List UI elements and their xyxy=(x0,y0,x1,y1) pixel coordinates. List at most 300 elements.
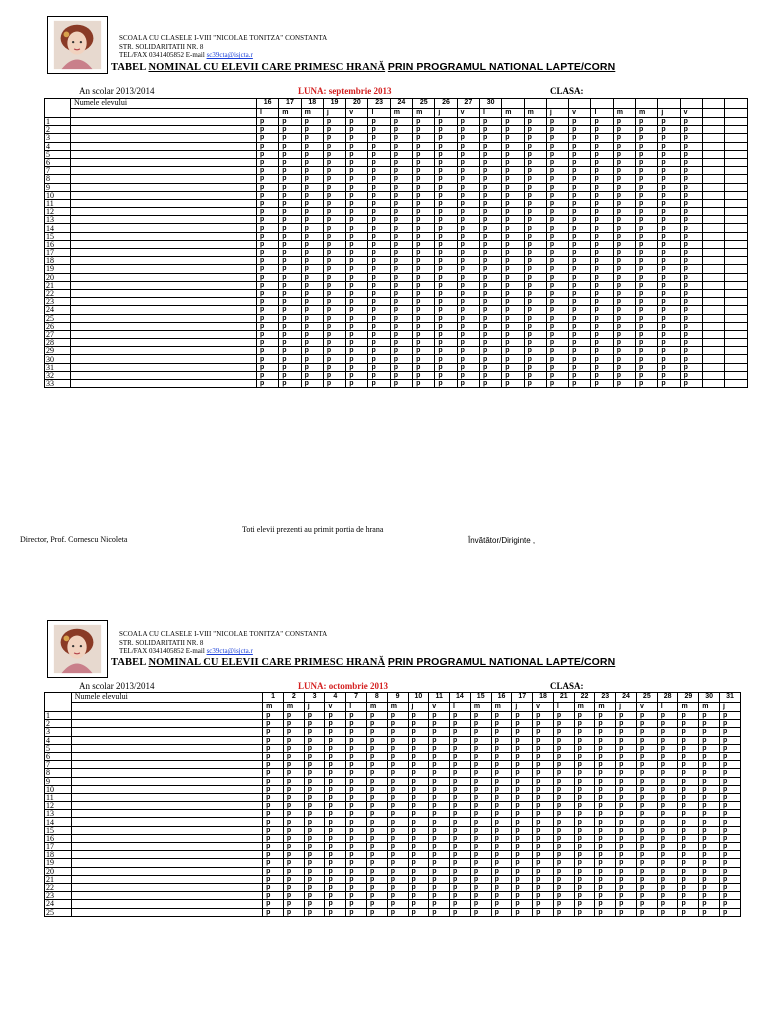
attendance-mark: p xyxy=(366,712,387,720)
student-name-cell xyxy=(71,142,257,150)
row-number: 28 xyxy=(45,339,71,347)
attendance-mark: p xyxy=(346,802,367,810)
attendance-mark: p xyxy=(574,818,595,826)
row-number: 12 xyxy=(45,802,72,810)
student-name-cell xyxy=(71,785,262,793)
attendance-mark: p xyxy=(699,892,720,900)
weekday-cell: v xyxy=(680,108,702,118)
day-number-cell: 10 xyxy=(408,693,429,703)
attendance-mark: p xyxy=(279,339,301,347)
attendance-mark: p xyxy=(569,118,591,126)
attendance-mark: p xyxy=(325,752,346,760)
attendance-mark: p xyxy=(720,908,741,916)
attendance-mark: p xyxy=(658,191,680,199)
attendance-mark: p xyxy=(323,183,345,191)
attendance-table xyxy=(44,692,741,917)
attendance-mark: p xyxy=(613,158,635,166)
attendance-mark: p xyxy=(613,126,635,134)
attendance-mark: p xyxy=(595,851,616,859)
attendance-mark: p xyxy=(553,769,574,777)
attendance-mark: p xyxy=(680,232,702,240)
weekday-cell: m xyxy=(574,702,595,712)
attendance-mark: p xyxy=(387,793,408,801)
attendance-mark: p xyxy=(435,142,457,150)
day-number-cell: 4 xyxy=(325,693,346,703)
attendance-mark: p xyxy=(699,769,720,777)
attendance-mark: p xyxy=(346,150,368,158)
table-row xyxy=(45,875,741,883)
attendance-mark: p xyxy=(387,752,408,760)
attendance-mark: p xyxy=(408,736,429,744)
student-name-cell xyxy=(71,728,262,736)
attendance-mark: p xyxy=(491,843,512,851)
weekday-cell xyxy=(702,108,724,118)
weekday-cell: m xyxy=(636,108,658,118)
attendance-mark: p xyxy=(346,892,367,900)
attendance-mark: p xyxy=(450,761,471,769)
attendance-mark xyxy=(702,158,724,166)
attendance-mark: p xyxy=(491,908,512,916)
row-number: 24 xyxy=(45,306,71,314)
attendance-mark: p xyxy=(512,728,533,736)
attendance-mark xyxy=(702,167,724,175)
table-row xyxy=(45,728,741,736)
attendance-mark xyxy=(725,216,747,224)
attendance-mark: p xyxy=(346,785,367,793)
attendance-mark: p xyxy=(524,158,546,166)
attendance-mark: p xyxy=(301,167,323,175)
attendance-mark: p xyxy=(390,199,412,207)
attendance-mark xyxy=(702,363,724,371)
attendance-mark: p xyxy=(616,744,637,752)
attendance-mark: p xyxy=(368,339,390,347)
attendance-mark: p xyxy=(512,883,533,891)
attendance-mark: p xyxy=(636,158,658,166)
attendance-mark: p xyxy=(574,859,595,867)
attendance-mark: p xyxy=(435,167,457,175)
weekday-cell: j xyxy=(616,702,637,712)
attendance-mark: p xyxy=(658,265,680,273)
row-number: 20 xyxy=(45,867,72,875)
attendance-mark: p xyxy=(408,777,429,785)
attendance-mark: p xyxy=(613,232,635,240)
attendance-mark xyxy=(702,347,724,355)
attendance-mark: p xyxy=(279,167,301,175)
attendance-mark: p xyxy=(678,875,699,883)
attendance-mark: p xyxy=(595,712,616,720)
attendance-mark: p xyxy=(636,273,658,281)
attendance-mark: p xyxy=(658,314,680,322)
attendance-mark: p xyxy=(616,826,637,834)
attendance-mark: p xyxy=(479,273,501,281)
attendance-mark: p xyxy=(408,883,429,891)
weekday-cell: m xyxy=(491,702,512,712)
attendance-mark: p xyxy=(366,834,387,842)
day-number-cell: 11 xyxy=(429,693,450,703)
attendance-mark: p xyxy=(408,843,429,851)
attendance-mark: p xyxy=(470,736,491,744)
attendance-mark xyxy=(702,183,724,191)
attendance-mark: p xyxy=(435,298,457,306)
attendance-mark: p xyxy=(457,371,479,379)
attendance-mark: p xyxy=(616,843,637,851)
attendance-mark: p xyxy=(658,339,680,347)
attendance-mark: p xyxy=(574,761,595,769)
row-number: 12 xyxy=(45,208,71,216)
attendance-mark: p xyxy=(533,744,554,752)
attendance-mark: p xyxy=(304,818,325,826)
attendance-mark: p xyxy=(479,232,501,240)
attendance-mark: p xyxy=(553,810,574,818)
attendance-mark: p xyxy=(283,752,304,760)
weekday-cell: v xyxy=(636,702,657,712)
attendance-mark: p xyxy=(595,883,616,891)
attendance-mark: p xyxy=(678,818,699,826)
attendance-mark: p xyxy=(553,900,574,908)
attendance-mark xyxy=(725,118,747,126)
attendance-mark: p xyxy=(429,867,450,875)
attendance-mark: p xyxy=(408,818,429,826)
attendance-mark: p xyxy=(636,224,658,232)
name-column-subheader xyxy=(71,108,257,118)
attendance-mark: p xyxy=(390,339,412,347)
attendance-mark: p xyxy=(346,712,367,720)
student-name-cell xyxy=(71,281,257,289)
attendance-mark: p xyxy=(435,355,457,363)
email-link[interactable]: sc39cta@isjcta.r xyxy=(206,647,253,655)
attendance-mark: p xyxy=(387,744,408,752)
attendance-mark: p xyxy=(591,298,613,306)
attendance-mark xyxy=(702,249,724,257)
attendance-mark: p xyxy=(304,867,325,875)
attendance-mark xyxy=(702,216,724,224)
attendance-mark: p xyxy=(479,265,501,273)
attendance-mark: p xyxy=(450,769,471,777)
attendance-mark xyxy=(725,314,747,322)
attendance-mark: p xyxy=(595,859,616,867)
attendance-mark: p xyxy=(413,118,435,126)
attendance-mark: p xyxy=(257,298,279,306)
attendance-mark: p xyxy=(479,134,501,142)
attendance-mark: p xyxy=(658,183,680,191)
attendance-mark: p xyxy=(366,802,387,810)
attendance-mark: p xyxy=(699,761,720,769)
attendance-mark: p xyxy=(470,752,491,760)
attendance-mark: p xyxy=(678,867,699,875)
attendance-mark: p xyxy=(323,355,345,363)
weekday-cell: j xyxy=(658,108,680,118)
attendance-mark: p xyxy=(658,380,680,388)
attendance-mark: p xyxy=(387,843,408,851)
attendance-mark: p xyxy=(533,802,554,810)
attendance-mark: p xyxy=(595,793,616,801)
attendance-mark xyxy=(702,118,724,126)
attendance-mark: p xyxy=(533,859,554,867)
attendance-mark: p xyxy=(366,761,387,769)
portrait-painting-icon xyxy=(48,621,107,677)
attendance-mark: p xyxy=(413,126,435,134)
attendance-mark: p xyxy=(595,761,616,769)
attendance-mark: p xyxy=(368,347,390,355)
attendance-mark: p xyxy=(491,720,512,728)
attendance-mark: p xyxy=(680,134,702,142)
attendance-mark: p xyxy=(533,736,554,744)
attendance-mark: p xyxy=(257,363,279,371)
attendance-mark xyxy=(725,347,747,355)
attendance-mark: p xyxy=(413,347,435,355)
attendance-mark: p xyxy=(720,712,741,720)
attendance-mark: p xyxy=(680,249,702,257)
weekday-cell: m xyxy=(699,702,720,712)
weekday-cell: m xyxy=(263,702,284,712)
attendance-mark: p xyxy=(591,150,613,158)
attendance-mark xyxy=(725,355,747,363)
attendance-mark: p xyxy=(413,339,435,347)
attendance-mark: p xyxy=(304,712,325,720)
attendance-mark: p xyxy=(325,883,346,891)
attendance-mark: p xyxy=(613,314,635,322)
attendance-mark: p xyxy=(366,744,387,752)
attendance-mark: p xyxy=(457,265,479,273)
attendance-mark: p xyxy=(479,118,501,126)
row-number: 22 xyxy=(45,883,72,891)
attendance-mark: p xyxy=(591,167,613,175)
attendance-mark xyxy=(702,281,724,289)
attendance-mark: p xyxy=(680,265,702,273)
attendance-mark: p xyxy=(502,306,524,314)
attendance-mark: p xyxy=(301,330,323,338)
attendance-mark: p xyxy=(413,191,435,199)
attendance-mark: p xyxy=(491,875,512,883)
page-title: TABEL NOMINAL CU ELEVII CARE PRIMESC HRANĂ PRIN PROGRAMUL NATIONAL LAPTE/CORN xyxy=(111,61,616,73)
attendance-mark xyxy=(725,150,747,158)
attendance-mark: p xyxy=(301,175,323,183)
table-row xyxy=(45,785,741,793)
attendance-mark: p xyxy=(279,330,301,338)
attendance-mark: p xyxy=(512,908,533,916)
attendance-mark: p xyxy=(569,339,591,347)
attendance-mark: p xyxy=(368,240,390,248)
attendance-mark xyxy=(702,224,724,232)
attendance-mark: p xyxy=(591,363,613,371)
attendance-mark: p xyxy=(283,802,304,810)
attendance-mark: p xyxy=(470,834,491,842)
attendance-mark: p xyxy=(257,167,279,175)
attendance-mark: p xyxy=(346,249,368,257)
attendance-mark: p xyxy=(591,208,613,216)
class-label: CLASA: xyxy=(550,86,584,96)
attendance-mark: p xyxy=(301,380,323,388)
attendance-mark: p xyxy=(301,183,323,191)
school-logo xyxy=(47,16,108,74)
attendance-mark: p xyxy=(524,199,546,207)
attendance-mark: p xyxy=(569,306,591,314)
attendance-mark: p xyxy=(546,158,568,166)
attendance-mark: p xyxy=(680,118,702,126)
attendance-mark: p xyxy=(450,736,471,744)
attendance-mark: p xyxy=(346,826,367,834)
attendance-mark: p xyxy=(546,257,568,265)
attendance-mark: p xyxy=(257,183,279,191)
attendance-mark: p xyxy=(636,347,658,355)
attendance-mark: p xyxy=(390,191,412,199)
attendance-mark: p xyxy=(323,167,345,175)
row-number: 8 xyxy=(45,769,72,777)
student-name-cell xyxy=(71,900,262,908)
attendance-mark: p xyxy=(263,867,284,875)
attendance-mark: p xyxy=(435,314,457,322)
attendance-mark: p xyxy=(636,752,657,760)
attendance-mark: p xyxy=(283,793,304,801)
attendance-mark: p xyxy=(678,892,699,900)
row-number: 5 xyxy=(45,150,71,158)
attendance-mark: p xyxy=(678,720,699,728)
day-number-cell: 22 xyxy=(574,693,595,703)
row-number: 2 xyxy=(45,720,72,728)
attendance-mark: p xyxy=(502,216,524,224)
attendance-mark: p xyxy=(524,175,546,183)
attendance-mark: p xyxy=(591,134,613,142)
attendance-mark: p xyxy=(366,785,387,793)
attendance-mark: p xyxy=(699,810,720,818)
weekday-cell xyxy=(725,108,747,118)
attendance-mark: p xyxy=(616,859,637,867)
row-number: 2 xyxy=(45,126,71,134)
attendance-mark: p xyxy=(678,744,699,752)
student-name-cell xyxy=(71,867,262,875)
weekday-cell: j xyxy=(512,702,533,712)
attendance-mark: p xyxy=(616,712,637,720)
attendance-mark: p xyxy=(257,118,279,126)
day-number-cell: 23 xyxy=(368,99,390,109)
attendance-mark: p xyxy=(678,883,699,891)
attendance-mark: p xyxy=(263,883,284,891)
attendance-mark: p xyxy=(413,281,435,289)
attendance-mark: p xyxy=(301,298,323,306)
name-column-subheader xyxy=(71,702,262,712)
attendance-mark: p xyxy=(658,355,680,363)
attendance-mark xyxy=(725,380,747,388)
attendance-mark: p xyxy=(457,330,479,338)
row-number: 21 xyxy=(45,875,72,883)
attendance-mark: p xyxy=(502,232,524,240)
attendance-mark: p xyxy=(616,785,637,793)
attendance-mark: p xyxy=(699,900,720,908)
table-row xyxy=(45,118,748,126)
attendance-mark: p xyxy=(658,224,680,232)
attendance-mark: p xyxy=(413,249,435,257)
attendance-mark: p xyxy=(323,208,345,216)
attendance-mark: p xyxy=(636,322,658,330)
attendance-mark: p xyxy=(479,208,501,216)
attendance-mark: p xyxy=(636,126,658,134)
attendance-mark: p xyxy=(279,314,301,322)
table-row xyxy=(45,322,748,330)
student-name-cell xyxy=(71,224,257,232)
day-number-cell xyxy=(636,99,658,109)
attendance-mark: p xyxy=(279,142,301,150)
attendance-mark: p xyxy=(304,859,325,867)
attendance-mark: p xyxy=(546,289,568,297)
attendance-mark: p xyxy=(680,355,702,363)
attendance-mark: p xyxy=(368,330,390,338)
attendance-mark: p xyxy=(720,752,741,760)
student-name-cell xyxy=(71,859,262,867)
day-number-cell: 28 xyxy=(657,693,678,703)
table-row xyxy=(45,720,741,728)
student-name-cell xyxy=(71,892,262,900)
attendance-mark: p xyxy=(279,158,301,166)
attendance-mark: p xyxy=(368,158,390,166)
attendance-mark: p xyxy=(279,355,301,363)
attendance-mark xyxy=(702,150,724,158)
row-number: 16 xyxy=(45,240,71,248)
attendance-mark: p xyxy=(616,769,637,777)
table-row xyxy=(45,281,748,289)
day-number-cell: 17 xyxy=(279,99,301,109)
attendance-mark: p xyxy=(512,761,533,769)
attendance-mark: p xyxy=(304,843,325,851)
attendance-mark: p xyxy=(301,322,323,330)
attendance-mark: p xyxy=(390,363,412,371)
attendance-mark: p xyxy=(680,363,702,371)
attendance-mark: p xyxy=(323,289,345,297)
attendance-mark: p xyxy=(429,802,450,810)
attendance-mark: p xyxy=(301,208,323,216)
student-name-cell xyxy=(71,199,257,207)
attendance-mark: p xyxy=(450,810,471,818)
attendance-mark: p xyxy=(470,883,491,891)
attendance-mark: p xyxy=(301,273,323,281)
attendance-mark: p xyxy=(325,908,346,916)
attendance-mark: p xyxy=(304,802,325,810)
attendance-mark: p xyxy=(491,867,512,875)
student-name-cell xyxy=(71,720,262,728)
attendance-mark xyxy=(702,199,724,207)
attendance-mark: p xyxy=(591,273,613,281)
attendance-mark: p xyxy=(613,273,635,281)
attendance-mark: p xyxy=(636,900,657,908)
attendance-mark: p xyxy=(613,183,635,191)
attendance-mark: p xyxy=(263,826,284,834)
attendance-mark: p xyxy=(301,363,323,371)
attendance-mark: p xyxy=(595,728,616,736)
attendance-mark: p xyxy=(457,240,479,248)
attendance-mark: p xyxy=(678,802,699,810)
attendance-mark: p xyxy=(323,199,345,207)
attendance-mark: p xyxy=(658,158,680,166)
attendance-mark: p xyxy=(574,769,595,777)
attendance-mark: p xyxy=(470,851,491,859)
day-number-cell: 30 xyxy=(479,99,501,109)
attendance-mark: p xyxy=(479,314,501,322)
row-number: 17 xyxy=(45,843,72,851)
attendance-mark: p xyxy=(470,818,491,826)
attendance-mark: p xyxy=(283,843,304,851)
attendance-mark: p xyxy=(390,314,412,322)
attendance-mark xyxy=(702,371,724,379)
attendance-mark: p xyxy=(479,322,501,330)
attendance-mark: p xyxy=(435,281,457,289)
attendance-mark: p xyxy=(658,347,680,355)
attendance-mark: p xyxy=(636,908,657,916)
attendance-mark: p xyxy=(346,142,368,150)
email-link[interactable]: sc39cta@isjcta.r xyxy=(206,51,253,59)
student-name-cell xyxy=(71,834,262,842)
attendance-mark: p xyxy=(346,224,368,232)
attendance-mark: p xyxy=(720,875,741,883)
attendance-mark: p xyxy=(613,240,635,248)
